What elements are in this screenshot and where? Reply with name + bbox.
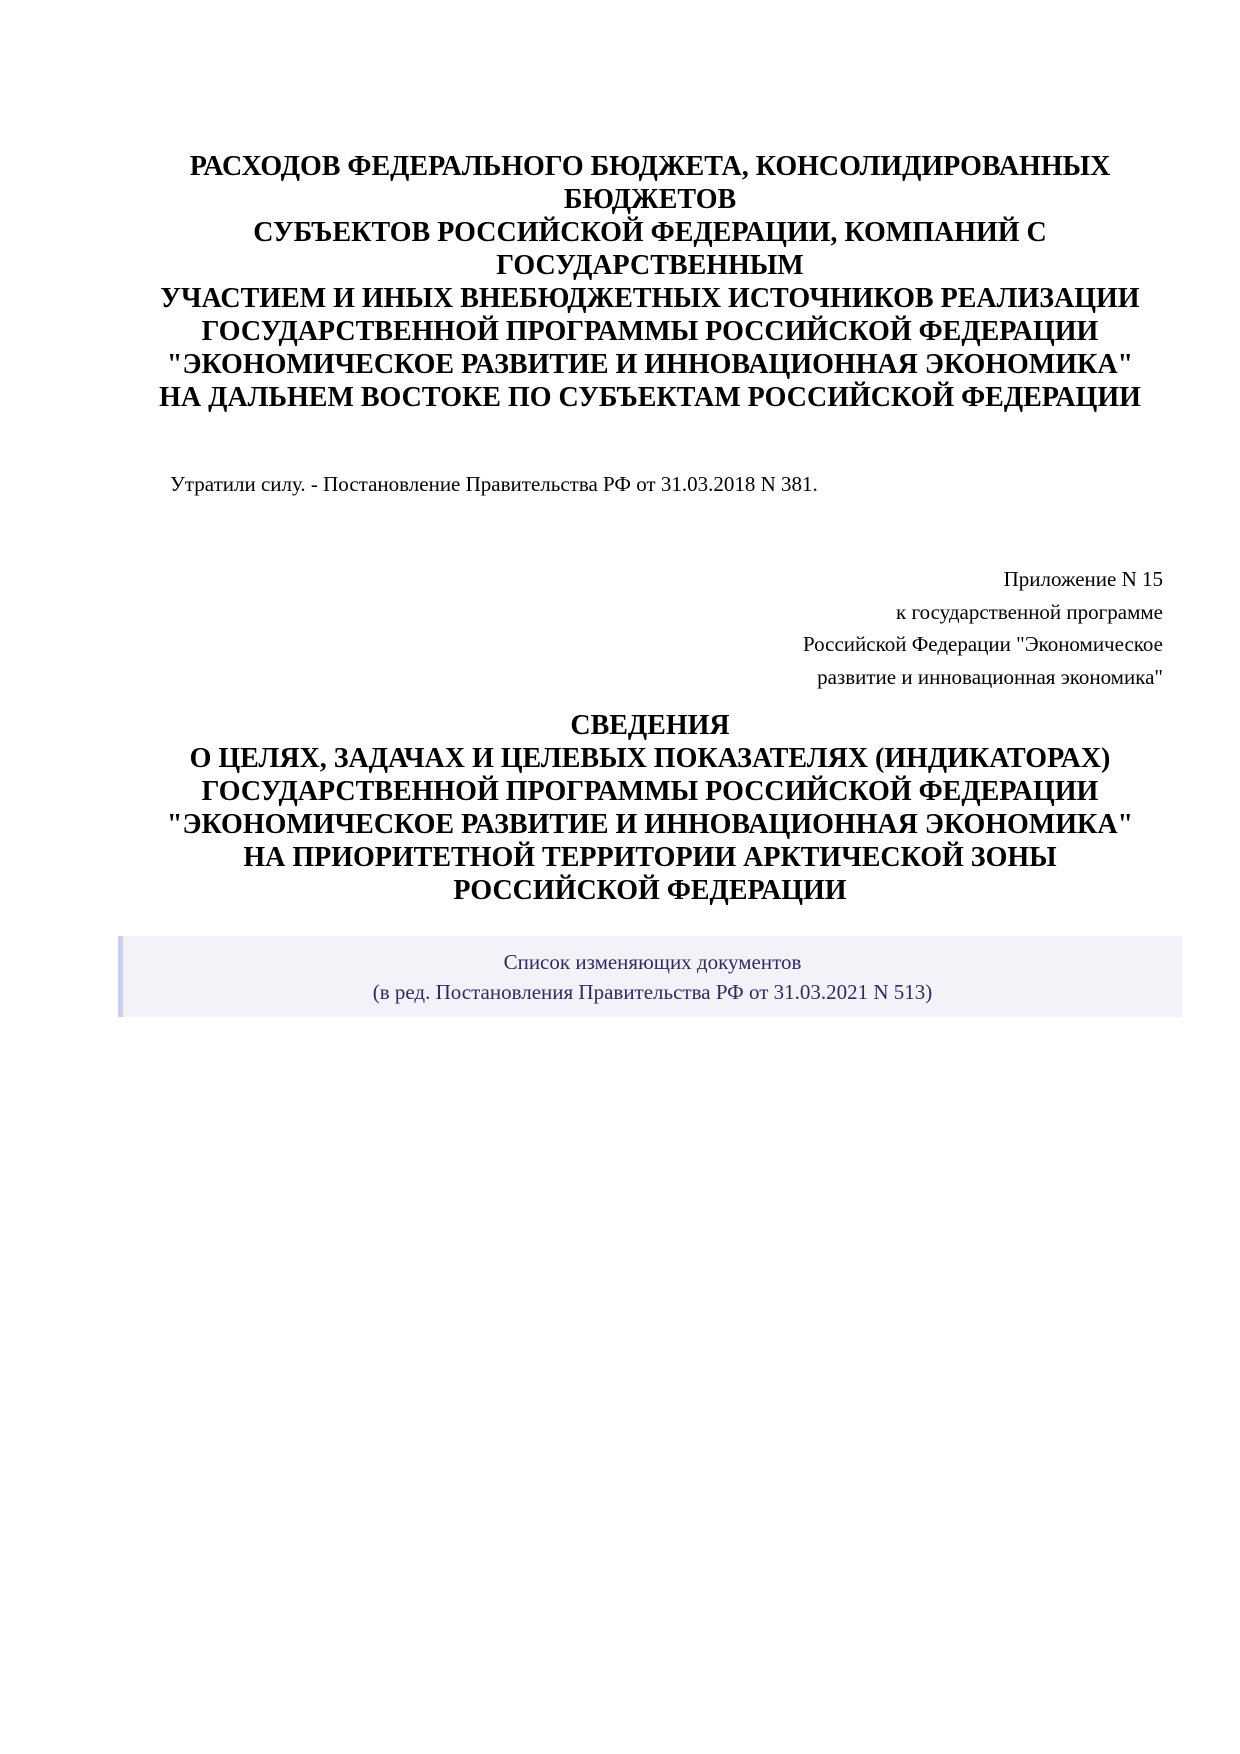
title-line: ГОСУДАРСТВЕННЫМ [496, 250, 804, 281]
targets-section-title [118, 709, 1182, 907]
title-line: "ЭКОНОМИЧЕСКОЕ РАЗВИТИЕ И ИННОВАЦИОННАЯ ЭКОНОМИКА" [166, 809, 1134, 840]
title-line: ГОСУДАРСТВЕННОЙ ПРОГРАММЫ РОССИЙСКОЙ ФЕДЕРАЦИИ [201, 316, 1099, 347]
title-line: УЧАСТИЕМ И ИНЫХ ВНЕБЮДЖЕТНЫХ ИСТОЧНИКОВ РЕАЛИЗАЦИИ [160, 283, 1140, 314]
title-line: "ЭКОНОМИЧЕСКОЕ РАЗВИТИЕ И ИННОВАЦИОННАЯ ЭКОНОМИКА" [166, 349, 1134, 380]
title-line: РАСХОДОВ ФЕДЕРАЛЬНОГО БЮДЖЕТА, КОНСОЛИДИРОВАННЫХ [189, 151, 1111, 182]
title-line: БЮДЖЕТОВ [563, 184, 737, 215]
amending-documents-box [118, 936, 1182, 1017]
expenditure-section-title [118, 150, 1182, 414]
title-line: ГОСУДАРСТВЕННОЙ ПРОГРАММЫ РОССИЙСКОЙ ФЕДЕРАЦИИ [201, 776, 1099, 807]
appendix-reference [803, 563, 1163, 693]
title-line: РОССИЙСКОЙ ФЕДЕРАЦИИ [453, 875, 847, 906]
repeal-note: Утратили силу. - Постановление Правительства РФ от 31.03.2018 N 381. [170, 472, 818, 496]
appendix-line: развитие и инновационная экономика" [817, 664, 1163, 689]
title-line: НА ДАЛЬНЕМ ВОСТОКЕ ПО СУБЪЕКТАМ РОССИЙСКОЙ ФЕДЕРАЦИИ [159, 382, 1141, 413]
title-line: СВЕДЕНИЯ [570, 710, 730, 741]
appendix-line: к государственной программе [896, 599, 1163, 624]
amending-documents-title: Список изменяющих документов [503, 950, 802, 974]
title-line: СУБЪЕКТОВ РОССИЙСКОЙ ФЕДЕРАЦИИ, КОМПАНИЙ С [253, 217, 1047, 248]
title-line: НА ПРИОРИТЕТНОЙ ТЕРРИТОРИИ АРКТИЧЕСКОЙ ЗОНЫ [243, 842, 1057, 873]
appendix-number: Приложение N 15 [1003, 567, 1163, 591]
amending-documents-edition[interactable]: (в ред. Постановления Правительства РФ от 31.03.2021 N 513) [372, 980, 933, 1004]
appendix-line: Российской Федерации "Экономическое [802, 632, 1163, 656]
title-line: О ЦЕЛЯХ, ЗАДАЧАХ И ЦЕЛЕВЫХ ПОКАЗАТЕЛЯХ (ИНДИКАТОРАХ) [189, 743, 1111, 774]
